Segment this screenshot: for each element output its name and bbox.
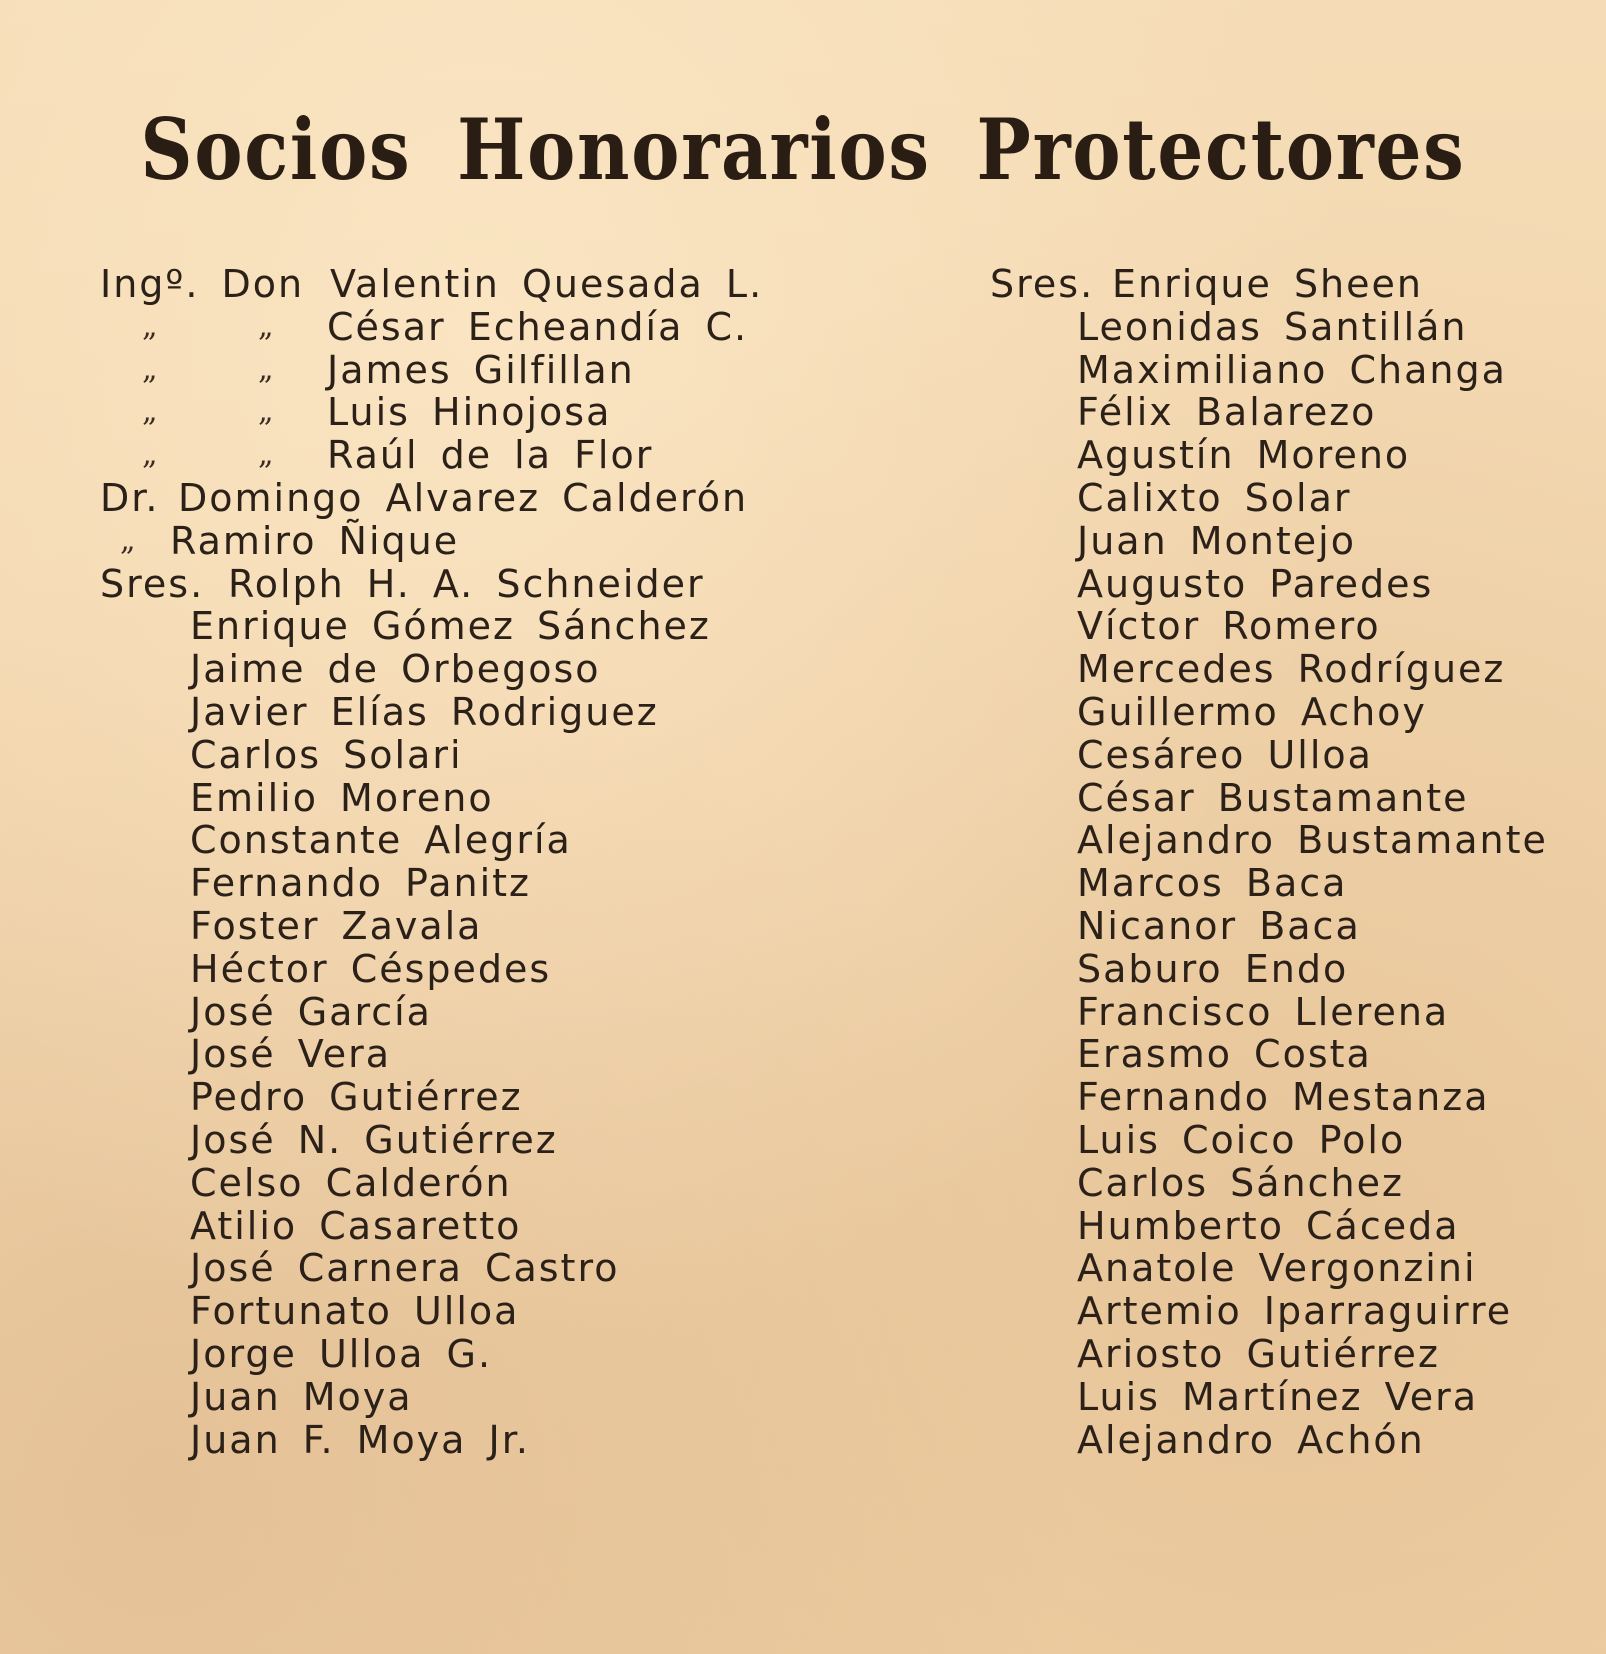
- member-name: Marcos Baca: [1077, 861, 1348, 906]
- member-name: Francisco Llerena: [1077, 989, 1450, 1034]
- member-name: José Carnera Castro: [190, 1246, 620, 1291]
- member-name: Juan F. Moya Jr.: [190, 1417, 530, 1462]
- member-name: Celso Calderón: [190, 1160, 512, 1205]
- member-name: César Echeandía C.: [327, 304, 749, 349]
- member-name: Nicanor Baca: [1077, 904, 1361, 948]
- member-name: Fernando Panitz: [190, 861, 531, 906]
- member-name: Fernando Mestanza: [1077, 1075, 1490, 1120]
- member-name: Javier Elías Rodriguez: [190, 690, 659, 734]
- title-prefix: Ingº. Don: [100, 262, 305, 306]
- member-name: Calixto Solar: [1077, 476, 1352, 520]
- ditto-mark: „: [258, 308, 276, 344]
- member-name: Luis Hinojosa: [327, 390, 612, 435]
- member-name: José García: [190, 989, 432, 1034]
- member-name: Anatole Vergonzini: [1077, 1246, 1477, 1291]
- member-name: Mercedes Rodríguez: [1077, 647, 1506, 692]
- member-name: Leonidas Santillán: [1077, 304, 1468, 349]
- member-name: Atilio Casaretto: [190, 1203, 522, 1248]
- member-name: Juan Montejo: [1077, 518, 1356, 563]
- title-prefix: Dr.: [100, 476, 160, 520]
- page-title: Socios Honorarios Protectores: [140, 100, 1466, 199]
- member-name: Juan Moya: [190, 1374, 413, 1419]
- member-name: Augusto Paredes: [1077, 561, 1434, 606]
- member-name: Fortunato Ulloa: [190, 1289, 520, 1334]
- ditto-mark: „: [142, 351, 160, 387]
- member-name: Jorge Ulloa G.: [190, 1332, 493, 1376]
- ditto-mark: „: [258, 394, 276, 430]
- ditto-mark: „: [120, 522, 138, 558]
- member-name: Alejandro Bustamante: [1077, 818, 1548, 863]
- member-name: Enrique Gómez Sánchez: [190, 604, 711, 649]
- member-name: Ramiro Ñique: [170, 518, 460, 563]
- member-name: José Vera: [190, 1032, 392, 1077]
- member-name: Pedro Gutiérrez: [190, 1075, 523, 1120]
- member-name: Luis Coico Polo: [1077, 1118, 1406, 1162]
- member-name: Félix Balarezo: [1077, 390, 1377, 435]
- member-name: Héctor Céspedes: [190, 946, 552, 991]
- member-name: Valentin Quesada L.: [330, 262, 764, 306]
- ditto-mark: „: [142, 437, 160, 473]
- member-name: Agustín Moreno: [1077, 433, 1411, 478]
- member-name: James Gilfillan: [327, 347, 635, 392]
- member-name: Víctor Romero: [1077, 604, 1381, 649]
- ditto-mark: „: [258, 351, 276, 387]
- member-name: Foster Zavala: [190, 904, 483, 948]
- member-name: Guillermo Achoy: [1077, 690, 1427, 734]
- member-name: Jaime de Orbegoso: [190, 647, 601, 692]
- member-name: Carlos Solari: [190, 732, 463, 777]
- ditto-mark: „: [142, 308, 160, 344]
- member-name: Artemio Iparraguirre: [1077, 1289, 1513, 1334]
- member-name: Ariosto Gutiérrez: [1077, 1332, 1440, 1376]
- member-name: Rolph H. A. Schneider: [228, 561, 705, 606]
- member-name: Maximiliano Changa: [1077, 347, 1507, 392]
- member-name: Humberto Cáceda: [1077, 1203, 1460, 1248]
- member-name: Carlos Sánchez: [1077, 1160, 1404, 1205]
- member-name: Constante Alegría: [190, 818, 572, 863]
- member-name: Erasmo Costa: [1077, 1032, 1372, 1077]
- member-name: Raúl de la Flor: [327, 433, 654, 478]
- title-prefix: Sres.: [990, 262, 1095, 306]
- member-name: Saburo Endo: [1077, 946, 1349, 991]
- member-name: Luis Martínez Vera: [1077, 1374, 1478, 1419]
- ditto-mark: „: [258, 437, 276, 473]
- member-name: César Bustamante: [1077, 775, 1469, 820]
- member-name: Enrique Sheen: [1112, 262, 1423, 306]
- member-name: Emilio Moreno: [190, 775, 494, 820]
- member-name: Domingo Alvarez Calderón: [178, 476, 749, 520]
- member-name: Cesáreo Ulloa: [1077, 732, 1373, 777]
- member-name: José N. Gutiérrez: [190, 1118, 558, 1162]
- title-prefix: Sres.: [100, 561, 205, 606]
- member-name: Alejandro Achón: [1077, 1417, 1425, 1462]
- ditto-mark: „: [142, 394, 160, 430]
